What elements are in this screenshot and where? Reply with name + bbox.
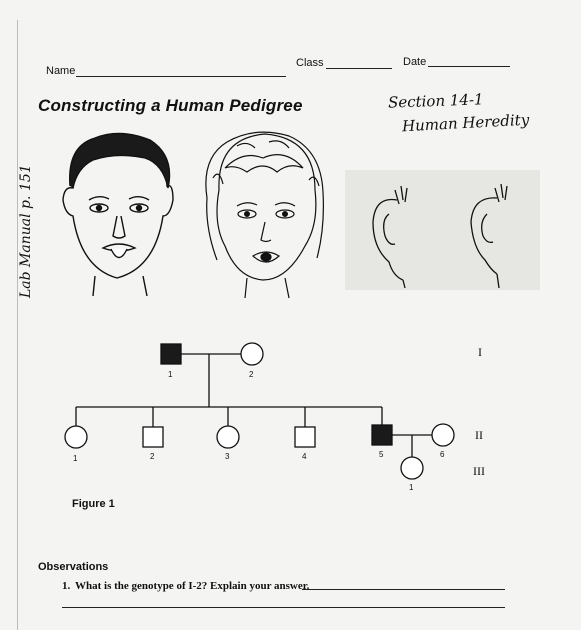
pedigree-II-5-affected-male bbox=[372, 425, 392, 445]
pedigree-III-1-female bbox=[401, 457, 423, 479]
question-1-text: What is the genotype of I-2? Explain your answer. bbox=[75, 580, 310, 592]
label-I-2: 2 bbox=[249, 370, 254, 379]
name-label: Name bbox=[46, 65, 76, 77]
label-I-1: 1 bbox=[168, 370, 173, 379]
label-II-3: 3 bbox=[225, 452, 230, 461]
class-field[interactable] bbox=[326, 68, 392, 69]
figure-label: Figure 1 bbox=[72, 498, 115, 510]
pedigree-II-1-female bbox=[65, 426, 87, 448]
page-title: Constructing a Human Pedigree bbox=[38, 96, 303, 115]
pedigree-II-6-female bbox=[432, 424, 454, 446]
answer-line-1[interactable] bbox=[302, 589, 505, 590]
name-field[interactable] bbox=[76, 76, 286, 77]
answer-line-2[interactable] bbox=[62, 607, 505, 608]
pedigree-chart bbox=[55, 335, 505, 495]
question-1-number: 1. bbox=[62, 580, 71, 592]
pedigree-II-2-male bbox=[143, 427, 163, 447]
label-II-4: 4 bbox=[302, 452, 307, 461]
generation-label-I: I bbox=[478, 345, 482, 359]
ears-illustration bbox=[345, 170, 540, 290]
generation-label-II: II bbox=[475, 428, 483, 442]
label-II-2: 2 bbox=[150, 452, 155, 461]
label-II-6: 6 bbox=[440, 450, 445, 459]
pedigree-II-3-female bbox=[217, 426, 239, 448]
handwritten-side-note: Lab Manual p. 151 bbox=[18, 164, 34, 298]
handwritten-section: Section 14-1 bbox=[387, 90, 484, 112]
observations-heading: Observations bbox=[38, 561, 109, 573]
label-II-1: 1 bbox=[73, 454, 78, 463]
faces-illustration bbox=[55, 128, 330, 303]
generation-label-III: III bbox=[473, 464, 485, 478]
male-face-image bbox=[63, 133, 173, 296]
pedigree-I-2-female bbox=[241, 343, 263, 365]
pedigree-II-4-male bbox=[295, 427, 315, 447]
class-label: Class bbox=[296, 57, 324, 69]
label-III-1: 1 bbox=[409, 483, 414, 492]
label-II-5: 5 bbox=[379, 450, 384, 459]
female-face-image bbox=[206, 132, 324, 298]
handwritten-topic: Human Heredity bbox=[401, 110, 530, 136]
page-margin-line bbox=[17, 20, 18, 630]
date-label: Date bbox=[403, 56, 427, 68]
pedigree-I-1-affected-male bbox=[161, 344, 181, 364]
date-field[interactable] bbox=[428, 66, 510, 67]
